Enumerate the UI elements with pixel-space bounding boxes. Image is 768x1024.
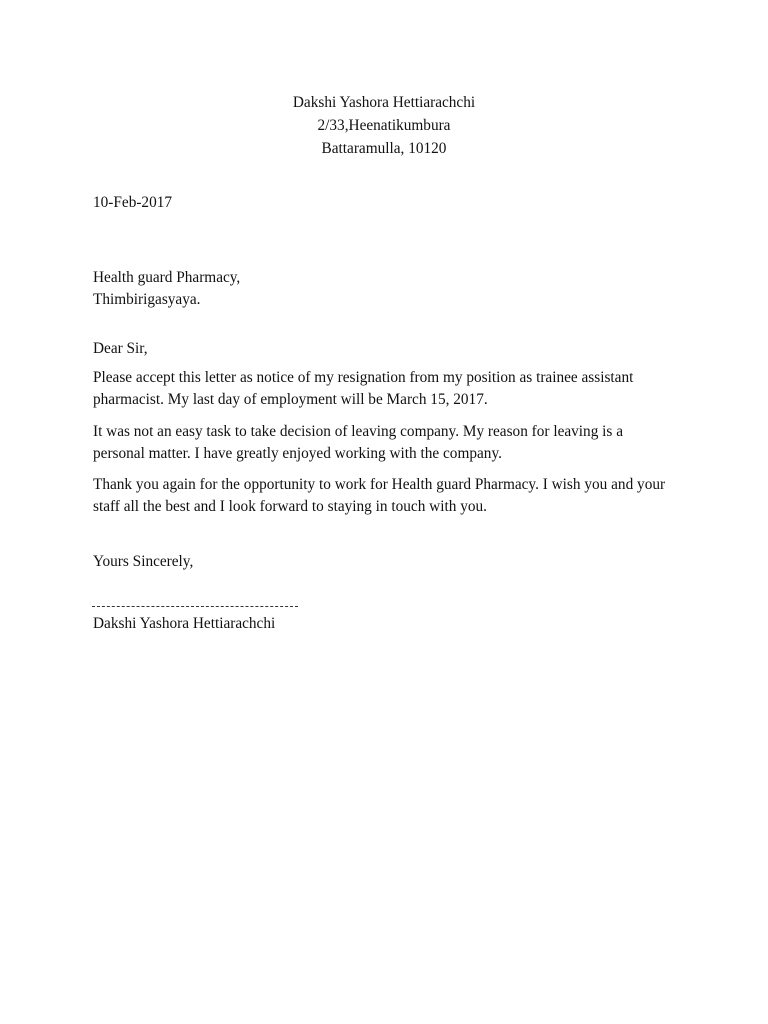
paragraph-line: personal matter. I have greatly enjoyed working with the company. [93,445,502,462]
recipient-name: Health guard Pharmacy, [93,269,241,286]
signature-line [92,606,298,607]
paragraph-line: pharmacist. My last day of employment will be March 15, 2017. [93,391,488,408]
sender-address-line1: 2/33,Heenatikumbura [317,117,451,134]
paragraph-line: Thank you again for the opportunity to work for Health guard Pharmacy. I wish you and your [93,476,666,493]
sender-address-line2: Battaramulla, 10120 [321,140,447,157]
paragraph-line: Please accept this letter as notice of my resignation from my position as trainee assistant [93,369,634,386]
closing: Yours Sincerely, [93,553,194,570]
signature-name: Dakshi Yashora Hettiarachchi [93,615,276,632]
salutation: Dear Sir, [93,340,148,357]
paragraph-line: It was not an easy task to take decision of leaving company. My reason for leaving is a [93,423,623,440]
recipient-location: Thimbirigasyaya. [93,291,201,308]
sender-name: Dakshi Yashora Hettiarachchi [292,94,476,111]
paragraph-line: staff all the best and I look forward to staying in touch with you. [93,498,487,515]
letter-date: 10-Feb-2017 [93,194,173,211]
